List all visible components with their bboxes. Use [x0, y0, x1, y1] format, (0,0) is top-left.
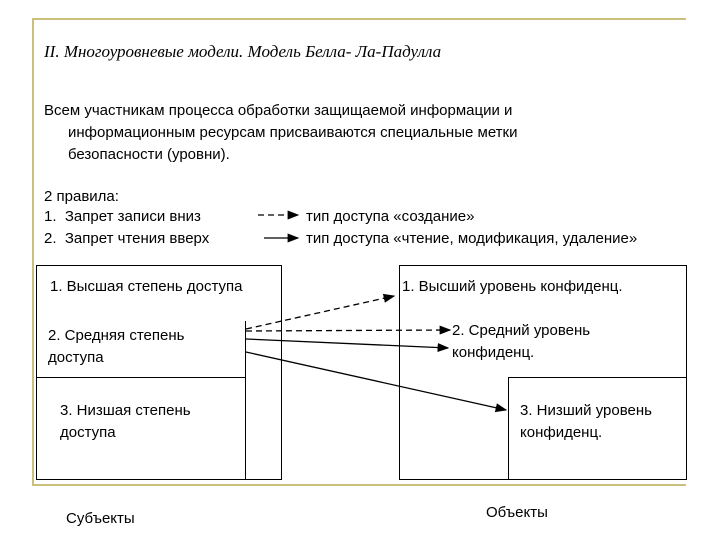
subject-level-1-label: 1. Высшая степень доступа	[50, 278, 243, 295]
object-level-2-label: 2. Средний уровень конфиденц.	[452, 322, 591, 361]
subject-level-2-label: 2. Средняя степень доступа	[48, 327, 185, 366]
subject-level-3-label: 3. Низшая степень доступа	[60, 402, 191, 441]
rules-heading: 2 правила:	[44, 188, 119, 205]
objects-caption: Объекты	[486, 504, 548, 521]
object-level-1-label: 1. Высший уровень конфиденц.	[402, 278, 623, 295]
object-level-3-label: 3. Низший уровень конфиденц.	[520, 402, 652, 441]
slide-title: II. Многоуровневые модели. Модель Белла- Ла-Падулла	[44, 42, 442, 61]
arrow-read-level-2	[246, 339, 448, 348]
intro-line-3: безопасности (уровни).	[68, 146, 230, 163]
subjects-caption: Субъекты	[66, 510, 135, 527]
rule-2-text: Запрет чтения вверх	[64, 230, 210, 247]
arrow-write-to-level-2	[246, 330, 450, 331]
rule-2-access-type: тип доступа «чтение, модификация, удаление»	[306, 230, 638, 247]
rule-1-text: Запрет записи вниз	[64, 208, 201, 225]
rule-1-access-type: тип доступа «создание»	[306, 208, 475, 225]
rule-2-number: 2.	[44, 230, 57, 247]
intro-line-2: информационным ресурсам присваиваются специальные метки	[68, 124, 518, 141]
intro-line-1: Всем участникам процесса обработки защищаемой информации и	[44, 102, 513, 119]
rule-1-number: 1.	[44, 208, 57, 225]
arrow-write-up-to-level-1	[246, 296, 394, 329]
arrow-read-down-to-level-3	[246, 352, 506, 410]
